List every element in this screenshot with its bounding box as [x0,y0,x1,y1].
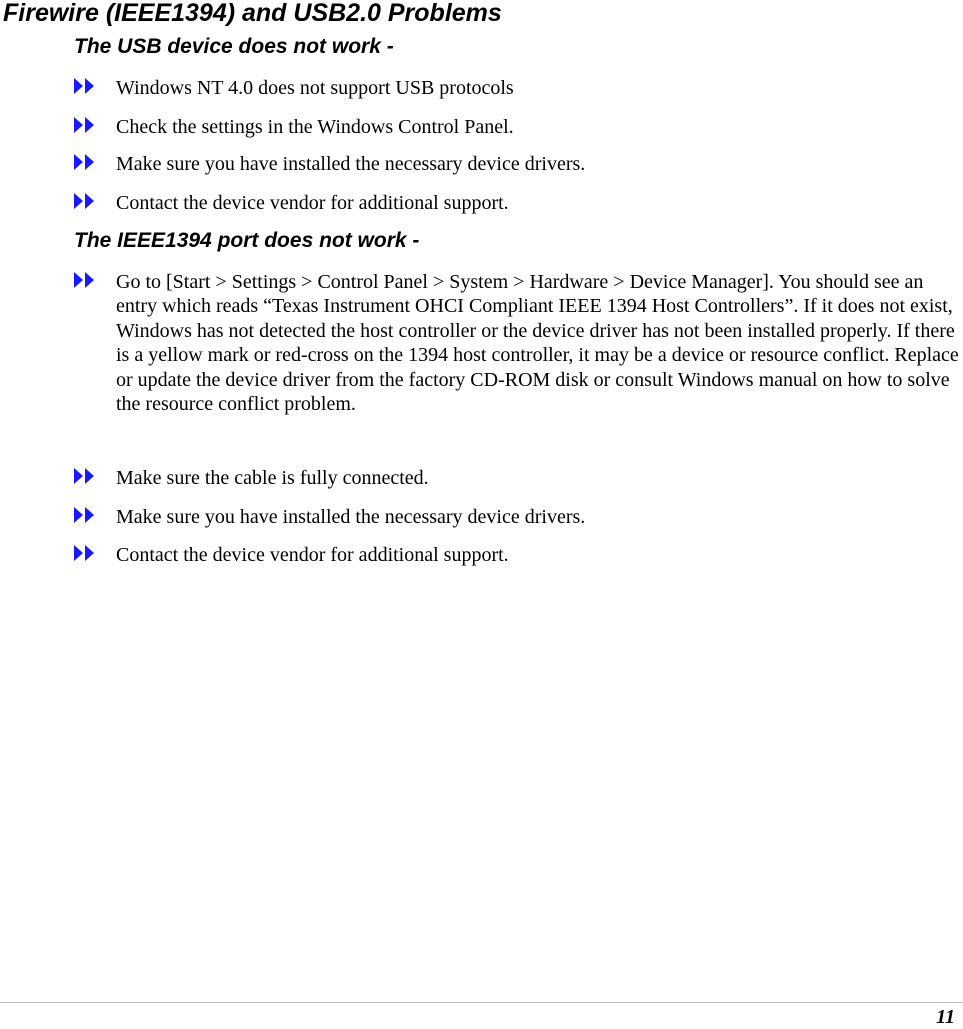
list-item-text: Contact the device vendor for additional support. [116,192,509,214]
double-chevron-right-icon [74,193,96,209]
list-item-text: Make sure you have installed the necessary device drivers. [116,153,586,175]
double-chevron-right-icon [74,154,96,170]
footer-divider [0,1002,963,1003]
list-item-text: Contact the device vendor for additional support. [116,544,509,566]
list-item-text: Make sure you have installed the necessary device drivers. [116,506,586,528]
double-chevron-right-icon [74,272,96,288]
page-number: 11 [936,1006,955,1028]
double-chevron-right-icon [74,545,96,561]
page-title: Firewire (IEEE1394) and USB2.0 Problems [3,0,502,27]
double-chevron-right-icon [74,78,96,94]
list-item-text: Make sure the cable is fully connected. [116,467,429,489]
list-item-text: Check the settings in the Windows Control Panel. [116,116,514,138]
ieee-section-heading: The IEEE1394 port does not work - [74,229,420,252]
double-chevron-right-icon [74,468,96,484]
list-item-text: Windows NT 4.0 does not support USB protocols [116,77,514,99]
double-chevron-right-icon [74,117,96,133]
usb-section-heading: The USB device does not work - [74,35,394,58]
list-item-text: Go to [Start > Settings > Control Panel > System > Hardware > Device Manager]. You should see an entry which reads “Texas Instrument OHCI Compliant IEEE 1394 Host Controllers”. If it does not exist, Windows has not detected the host controller or the device driver has not been installed properly. If there is a yellow mark or red-cross on the 1394 host controller, it may be a device or resource conflict. Replace or update the device driver from the factory CD-ROM disk or consult Windows manual on how to solve the resource conflict problem. [116,271,959,416]
double-chevron-right-icon [74,507,96,523]
